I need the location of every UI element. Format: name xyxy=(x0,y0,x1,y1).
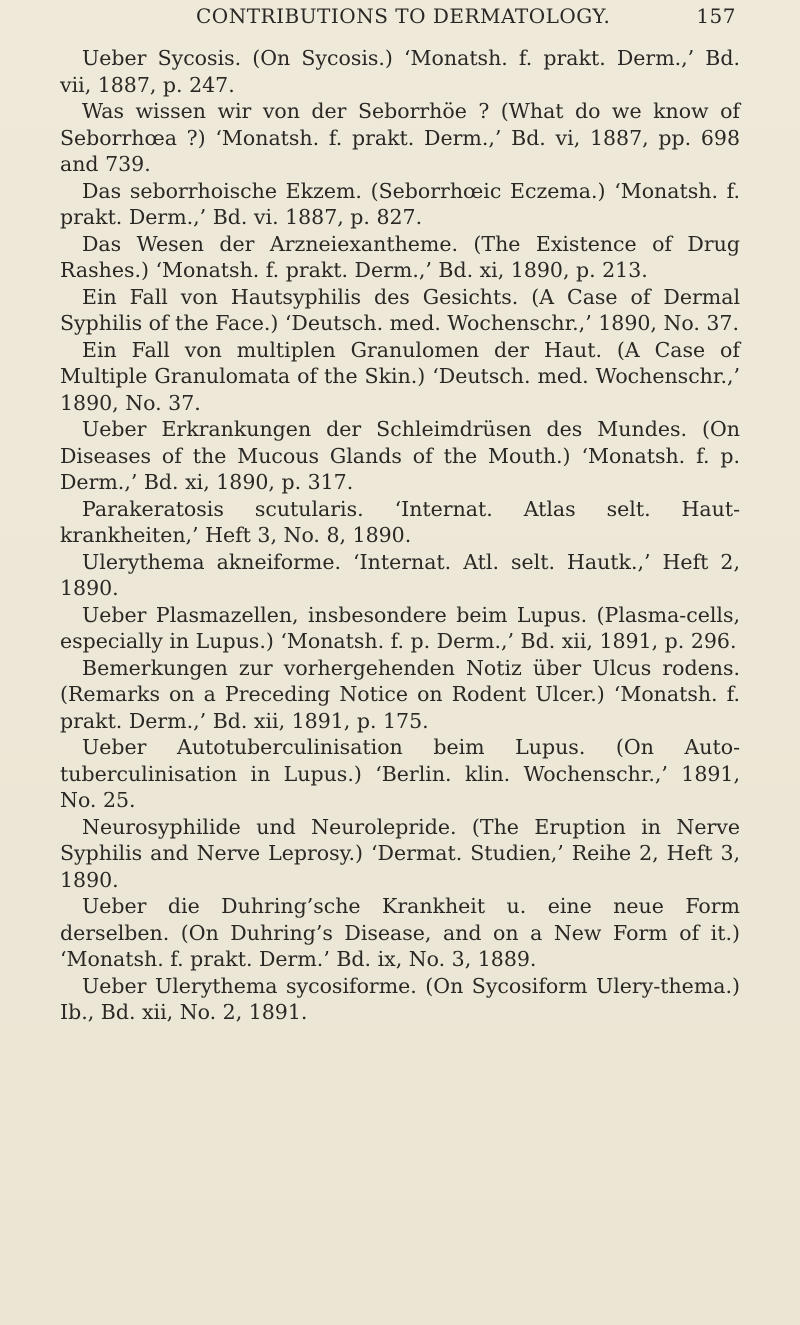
bibliography-entry: Ueber die Duhring’sche Krankheit u. eine neue Form derselben. (On Duhring’s Disease, and on a New Form of it.) ‘Monatsh. f. prakt. Derm.’ Bd. ix, No. 3, 1889. xyxy=(60,894,740,971)
bibliography-entry: Ein Fall von multiplen Granulomen der Haut. (A Case of Multiple Granulomata of the Skin.) ‘Deutsch. med. Wochenschr.,’ 1890, No. 37. xyxy=(60,337,740,415)
bibliography-entry: Neurosyphilide und Neurolepride. (The Eruption in Nerve Syphilis and Nerve Leprosy.) ‘Dermat. Studien,’ Reihe 2, Heft 3, 1890. xyxy=(60,814,740,892)
bibliography-entry: Ueber Ulerythema sycosiforme. (On Sycosiform Ulery-thema.) Ib., Bd. xii, No. 2, 1891. xyxy=(60,973,740,1024)
page-header xyxy=(196,2,736,30)
bibliography-entry: Das seborrhoische Ekzem. (Seborrhœic Eczema.) ‘Monatsh. f. prakt. Derm.,’ Bd. vi. 1887, p. 827. xyxy=(60,178,740,229)
running-title: CONTRIBUTIONS TO DERMATOLOGY. xyxy=(196,4,611,28)
bibliography-entry: Ueber Erkrankungen der Schleimdrüsen des Mundes. (On Diseases of the Mucous Glands of the Mouth.) ‘Monatsh. f. p. Derm.,’ Bd. xi, 1890, p. 317. xyxy=(60,417,740,494)
bibliography-entry: Bemerkungen zur vorhergehenden Notiz über Ulcus rodens. (Remarks on a Preceding Notice on Rodent Ulcer.) ‘Monatsh. f. prakt. Derm.,’ Bd. xii, 1891, p. 175. xyxy=(60,655,740,733)
bibliography-entry: Ueber Sycosis. (On Sycosis.) ‘Monatsh. f. prakt. Derm.,’ Bd. vii, 1887, p. 247. xyxy=(60,46,740,97)
bibliography-entry: Das Wesen der Arzneiexantheme. (The Existence of Drug Rashes.) ‘Monatsh. f. prakt. Derm.,’ Bd. xi, 1890, p. 213. xyxy=(60,231,740,282)
bibliography-entry: Ueber Plasmazellen, insbesondere beim Lupus. (Plasma-cells, especially in Lupus.) ‘Monatsh. f. p. Derm.,’ Bd. xii, 1891, p. 296. xyxy=(60,602,740,653)
bibliography-list xyxy=(60,45,740,1026)
bibliography-entry: Ueber Autotuberculinisation beim Lupus. (On Auto-tuberculinisation in Lupus.) ‘Berlin. klin. Wochenschr.,’ 1891, No. 25. xyxy=(60,735,740,812)
bibliography-entry: Was wissen wir von der Seborrhöe ? (What do we know of Seborrhœa ?) ‘Monatsh. f. prakt. Derm.,’ Bd. vi, 1887, pp. 698 and 739. xyxy=(60,99,740,176)
bibliography-entry: Ulerythema akneiforme. ‘Internat. Atl. selt. Hautk.,’ Heft 2, 1890. xyxy=(60,549,740,600)
page-number: 157 xyxy=(696,4,736,28)
bibliography-entry: Parakeratosis scutularis. ‘Internat. Atlas selt. Haut-krankheiten,’ Heft 3, No. 8, 1890. xyxy=(60,496,740,547)
bibliography-entry: Ein Fall von Hautsyphilis des Gesichts. (A Case of Dermal Syphilis of the Face.) ‘Deutsch. med. Wochenschr.,’ 1890, No. 37. xyxy=(60,284,740,335)
